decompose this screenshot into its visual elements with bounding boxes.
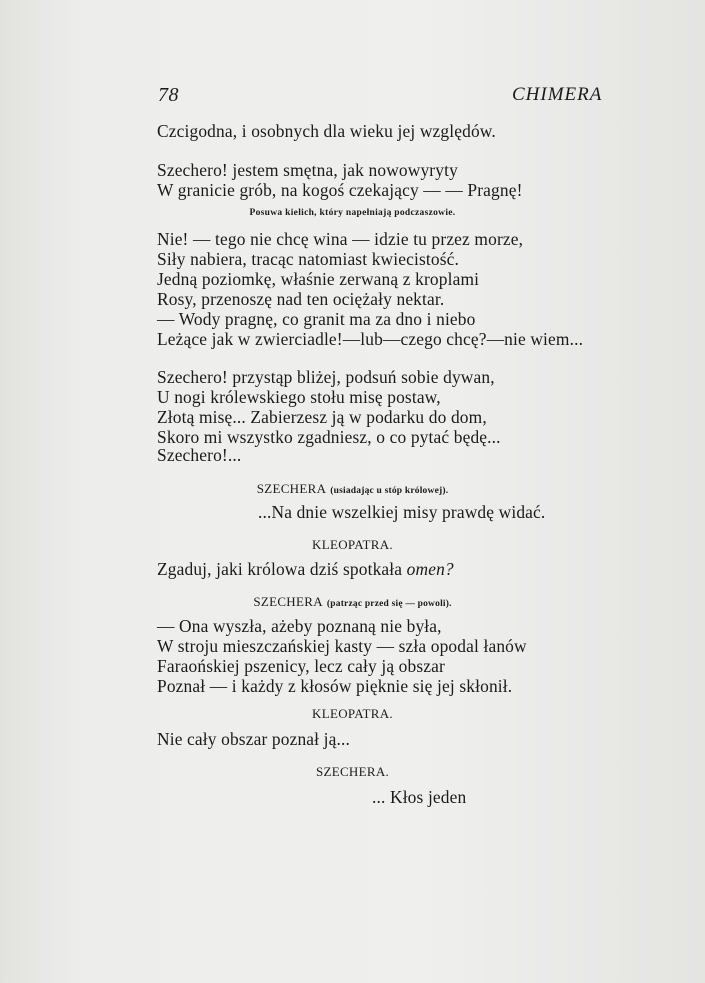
speaker-heading — [0, 706, 705, 722]
stage-direction: (usiadając u stóp królowej). — [330, 486, 449, 496]
verse-line: Czcigodna, i osobnych dla wieku jej względów. — [157, 121, 496, 141]
verse-line: — Wody pragnę, co granit ma za dno i niebo — [157, 309, 476, 329]
stage-direction: (patrząc przed się — powoli). — [326, 599, 452, 609]
speaker-name: KLEOPATRA. — [312, 706, 393, 721]
verse-line: Nie cały obszar poznał ją... — [157, 729, 351, 749]
speaker-name: SZECHERA. — [315, 764, 390, 779]
verse-text: Zgaduj, jaki królowa dziś spotkała — [157, 559, 407, 579]
stage-direction: Posuwa kielich, który napełniają podczaszowie. — [249, 208, 456, 218]
verse-line: W granicie grób, na kogoś czekający — — Pragnę! — [157, 180, 523, 200]
verse-line: Szechero!... — [157, 445, 242, 465]
verse-line: Rosy, przenoszę nad ten ociężały nektar. — [157, 289, 445, 309]
verse-line: Siły nabiera, tracąc natomiast kwiecistość. — [157, 249, 459, 269]
speaker-heading — [0, 481, 705, 497]
verse-line: W stroju mieszczańskiej kasty — szła opodal łanów — [157, 636, 527, 656]
verse-line: Leżące jak w zwierciadle!—lub—czego chcę?—nie wiem... — [157, 329, 584, 349]
verse-line — [157, 559, 454, 579]
running-title: CHIMERA — [512, 84, 603, 105]
verse-line: Nie! — tego nie chcę wina — idzie tu przez morze, — [157, 229, 524, 249]
italic-word: omen? — [406, 559, 454, 579]
page-number: 78 — [158, 84, 179, 106]
verse-line: — Ona wyszła, ażeby poznaną nie była, — [157, 616, 442, 636]
verse-line: Złotą misę... Zabierzesz ją w podarku do dom, — [157, 407, 487, 427]
verse-line: Szechero! przystąp bliżej, podsuń sobie dywan, — [157, 367, 495, 387]
verse-line: ... Kłos jeden — [372, 787, 467, 807]
verse-line: Faraońskiej pszenicy, lecz cały ją obszar — [157, 656, 445, 676]
verse-line: U nogi królewskiego stołu misę postaw, — [157, 387, 441, 407]
speaker-heading — [0, 764, 705, 780]
speaker-name: SZECHERA — [253, 594, 323, 609]
speaker-name: SZECHERA — [256, 481, 327, 496]
verse-line: Poznał — i każdy z kłosów pięknie się jej skłonił. — [157, 676, 513, 696]
speaker-heading — [0, 594, 705, 610]
speaker-name: KLEOPATRA. — [312, 537, 393, 552]
verse-line: Skoro mi wszystko zgadniesz, o co pytać będę... — [157, 427, 501, 447]
verse-line: Jedną poziomkę, właśnie zerwaną z kroplami — [157, 269, 480, 289]
speaker-heading — [0, 537, 705, 553]
verse-line: Szechero! jestem smętna, jak nowowyryty — [157, 160, 458, 180]
verse-line: ...Na dnie wszelkiej misy prawdę widać. — [258, 502, 546, 522]
